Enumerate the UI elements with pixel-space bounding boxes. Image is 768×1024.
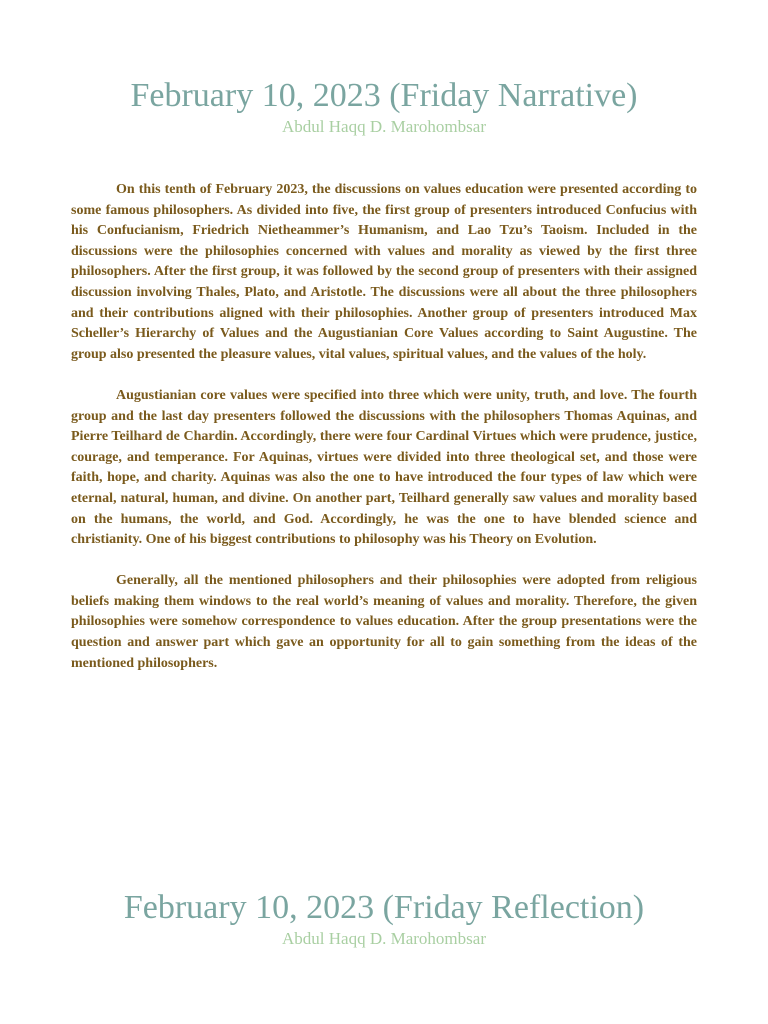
narrative-paragraph-2: Augustianian core values were specified into three which were unity, truth, and love. The fourth group and the last day presenters followed the discussions with the philosophers Thomas Aquinas, and Pierre Teilhard de Chardin. Accordingly, there were four Cardinal Virtues which were prudence, justice, courage, and temperance. For Aquinas, virtues were divided into three theological set, and those were faith, hope, and charity. Aquinas was also the one to have introduced the four types of law which were eternal, natural, human, and divine. On another part, Teilhard generally saw values and morality based on the humans, the world, and God. Accordingly, he was the one to have blended science and christianity. One of his biggest contributions to philosophy was his Theory on Evolution.: [71, 387, 697, 548]
narrative-paragraph-1: On this tenth of February 2023, the discussions on values education were presented according to some famous philosophers. As divided into five, the first group of presenters introduced Confucius with his Confucianism, Friedrich Nietheammer’s Humanism, and Lao Tzu’s Taoism. Included in the discussions were the philosophies concerned with values and morality as viewed by the first three philosophers. After the first group, it was followed by the second group of presenters with their assigned discussion involving Thales, Plato, and Aristotle. The discussions were all about the three philosophers and their contributions aligned with their philosophies. Another group of presenters introduced Max Scheller’s Hierarchy of Values and the Augustianian Core Values according to Saint Augustine. The group also presented the pleasure values, vital values, spiritual values, and the values of the holy.: [71, 182, 697, 362]
narrative-body: [71, 180, 697, 695]
reflection-title: February 10, 2023 (Friday Reflection): [123, 889, 645, 926]
narrative-author: Abdul Haqq D. Marohombsar: [282, 117, 486, 136]
narrative-title: February 10, 2023 (Friday Narrative): [130, 77, 638, 114]
reflection-author: Abdul Haqq D. Marohombsar: [282, 929, 486, 948]
narrative-paragraph-3: Generally, all the mentioned philosophers and their philosophies were adopted from religious beliefs making them windows to the real world’s meaning of values and morality. Therefore, the given philosophies were somehow correspondence to values education. After the group presentations were the question and answer part which gave an opportunity for all to gain something from the ideas of the mentioned philosophers.: [71, 573, 697, 671]
